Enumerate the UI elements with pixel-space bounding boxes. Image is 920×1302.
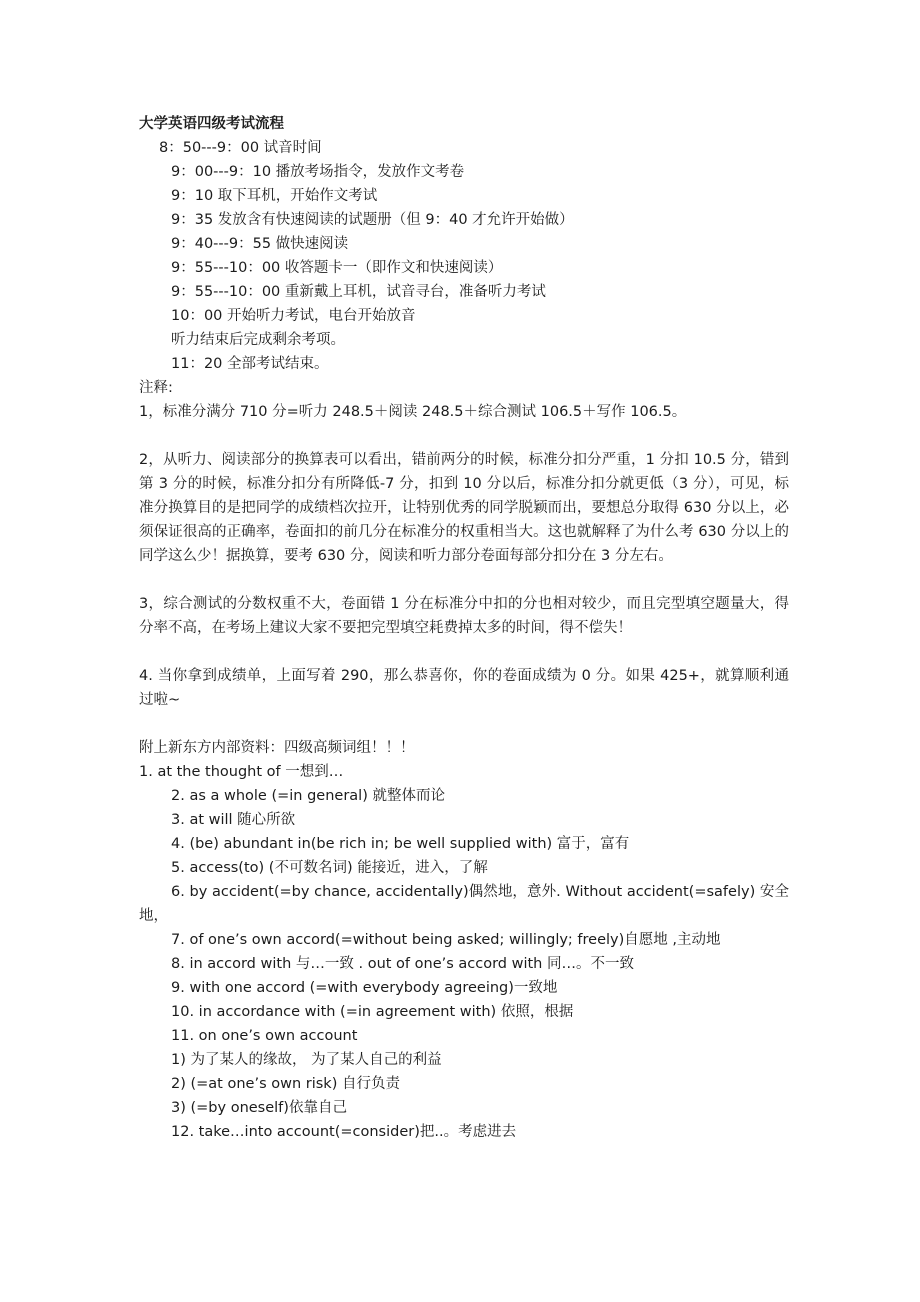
vocab-item: 10. in accordance with (=in agreement with) 依照，根据 — [171, 1004, 574, 1020]
vocab-item: 2) (=at one’s own risk) 自行负责 — [171, 1076, 400, 1092]
schedule-item: 9：35 发放含有快速阅读的试题册（但 9：40 才允许开始做） — [171, 212, 574, 228]
vocab-item: 6. by accident(=by chance, accidentally)偶然地，意外. Without accident(=safely) 安全地， — [139, 884, 789, 924]
vocab-item: 8. in accord with 与…一致 . out of one’s accord with 同…。不一致 — [171, 956, 634, 972]
vocab-item: 7. of one’s own accord(=without being asked; willingly; freely)自愿地 ,主动地 — [171, 932, 721, 948]
vocab-item: 4. (be) abundant in(be rich in; be well supplied with) 富于，富有 — [171, 836, 630, 852]
schedule-item: 8：50---9：00 试音时间 — [159, 140, 322, 156]
schedule-item: 9：55---10：00 收答题卡一（即作文和快速阅读） — [171, 260, 503, 276]
document-title: 大学英语四级考试流程 — [139, 116, 284, 132]
schedule-item: 9：10 取下耳机，开始作文考试 — [171, 188, 378, 204]
spacer — [139, 424, 789, 448]
vocab-item: 1. at the thought of 一想到… — [139, 764, 344, 780]
document-page — [139, 112, 789, 1144]
schedule-item: 听力结束后完成剩余考项。 — [171, 332, 345, 348]
vocab-item: 12. take…into account(=consider)把..。考虑进去 — [171, 1124, 517, 1140]
schedule-item: 9：00---9：10 播放考场指令，发放作文考卷 — [171, 164, 465, 180]
vocab-item: 3. at will 随心所欲 — [171, 812, 296, 828]
vocab-item: 11. on one’s own account — [171, 1028, 358, 1044]
schedule-item: 9：55---10：00 重新戴上耳机，试音寻台，准备听力考试 — [171, 284, 546, 300]
spacer — [139, 640, 789, 664]
note-paragraph: 4. 当你拿到成绩单，上面写着 290，那么恭喜你，你的卷面成绩为 0 分。如果 425+，就算顺利通过啦~ — [139, 668, 789, 708]
schedule-item: 9：40---9：55 做快速阅读 — [171, 236, 349, 252]
note-paragraph: 3，综合测试的分数权重不大，卷面错 1 分在标准分中扣的分也相对较少，而且完型填空题量大，得分率不高，在考场上建议大家不要把完型填空耗费掉太多的时间，得不偿失！ — [139, 596, 789, 636]
spacer — [139, 568, 789, 592]
vocab-heading: 附上新东方内部资料：四级高频词组！！！ — [139, 740, 415, 756]
notes-label: 注释: — [139, 380, 173, 396]
vocab-item: 9. with one accord (=with everybody agreeing)一致地 — [171, 980, 558, 996]
note-paragraph: 2，从听力、阅读部分的换算表可以看出，错前两分的时候，标准分扣分严重，1 分扣 10.5 分，错到第 3 分的时候，标准分扣分有所降低-7 分，扣到 10 分以后，标准分扣分就更低（3 分），可见，标准分换算目的是把同学的成绩档次拉开，让特别优秀的同学脱颖而出，要想总分取得 630 分以上，必须保证很高的正确率，卷面扣的前几分在标准分的权重相当大。这也就解释了为什么考 630 分以上的同学这么少！据换算，要考 630 分，阅读和听力部分卷面每部分扣分在 3 分左右。 — [139, 452, 789, 564]
vocab-item: 5. access(to) (不可数名词) 能接近，进入，了解 — [171, 860, 488, 876]
schedule-item: 10：00 开始听力考试，电台开始放音 — [171, 308, 416, 324]
vocab-item: 3) (=by oneself)依靠自己 — [171, 1100, 347, 1116]
vocab-item: 1) 为了某人的缘故， 为了某人自己的利益 — [171, 1052, 442, 1068]
spacer — [139, 712, 789, 736]
note-paragraph: 1，标准分满分 710 分=听力 248.5＋阅读 248.5＋综合测试 106.5＋写作 106.5。 — [139, 404, 687, 420]
schedule-item: 11：20 全部考试结束。 — [171, 356, 329, 372]
vocab-item: 2. as a whole (=in general) 就整体而论 — [171, 788, 445, 804]
